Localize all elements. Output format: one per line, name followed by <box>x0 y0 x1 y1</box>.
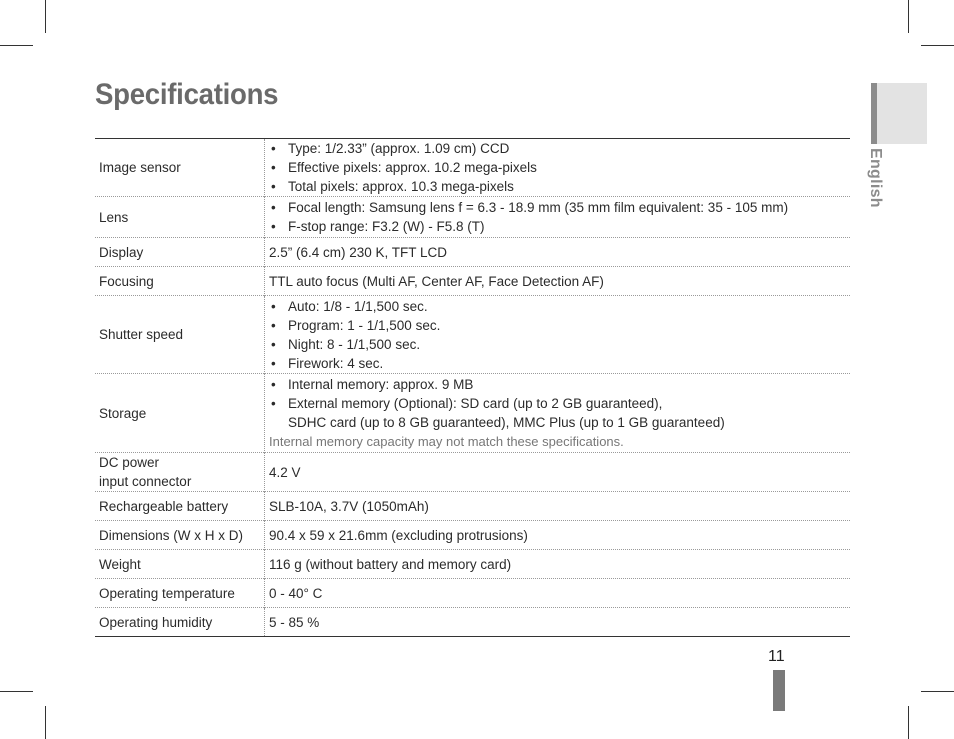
crop-mark <box>0 45 33 46</box>
spec-bullet: • Program: 1 - 1/1,500 sec. <box>269 316 850 335</box>
spec-value <box>265 197 851 238</box>
language-tab <box>871 83 927 144</box>
spec-value: SLB-10A, 3.7V (1050mAh) <box>265 492 851 521</box>
spec-value: TTL auto focus (Multi AF, Center AF, Face Detection AF) <box>265 267 851 296</box>
spec-row <box>95 521 850 550</box>
spec-row <box>95 550 850 579</box>
spec-value <box>265 374 851 453</box>
spec-label: Image sensor <box>95 139 265 197</box>
page-number: 11 <box>768 648 785 665</box>
spec-label: Weight <box>95 550 265 579</box>
spec-row <box>95 296 850 374</box>
spec-bullet: • Night: 8 - 1/1,500 sec. <box>269 335 850 354</box>
spec-bullet: • Focal length: Samsung lens f = 6.3 - 18.9 mm (35 mm film equivalent: 35 - 105 mm) <box>269 198 850 217</box>
page-title: Specifications <box>95 78 279 111</box>
spec-bullet: • Type: 1/2.33” (approx. 1.09 cm) CCD <box>269 139 850 158</box>
spec-bullet-list <box>269 297 850 373</box>
spec-value: 4.2 V <box>265 453 851 492</box>
spec-label: Operating temperature <box>95 579 265 608</box>
spec-value <box>265 139 851 197</box>
spec-row <box>95 453 850 492</box>
spec-label: DC power input connector <box>95 453 265 492</box>
crop-mark <box>921 691 954 692</box>
spec-row <box>95 197 850 238</box>
spec-row <box>95 579 850 608</box>
spec-label: Focusing <box>95 267 265 296</box>
spec-bullet: • Effective pixels: approx. 10.2 mega-pixels <box>269 158 850 177</box>
spec-row <box>95 492 850 521</box>
crop-mark <box>45 0 46 33</box>
spec-label: Dimensions (W x H x D) <box>95 521 265 550</box>
spec-value: 0 - 40° C <box>265 579 851 608</box>
spec-bullet-list <box>269 198 850 236</box>
spec-label: Display <box>95 238 265 267</box>
crop-mark <box>0 691 33 692</box>
spec-value: 2.5” (6.4 cm) 230 K, TFT LCD <box>265 238 851 267</box>
spec-note: Internal memory capacity may not match these specifications. <box>269 434 624 449</box>
crop-mark <box>921 45 954 46</box>
spec-row <box>95 608 850 637</box>
specifications-table <box>95 138 850 637</box>
language-tab-marker <box>871 83 877 144</box>
spec-bullet-list <box>269 375 850 432</box>
spec-label: Operating humidity <box>95 608 265 637</box>
spec-label: Lens <box>95 197 265 238</box>
spec-label: Shutter speed <box>95 296 265 374</box>
spec-value: 90.4 x 59 x 21.6mm (excluding protrusions) <box>265 521 851 550</box>
spec-label: Rechargeable battery <box>95 492 265 521</box>
spec-bullet: • Total pixels: approx. 10.3 mega-pixels <box>269 177 850 196</box>
spec-bullet-list <box>269 139 850 196</box>
spec-row <box>95 374 850 453</box>
spec-bullet: • Internal memory: approx. 9 MB <box>269 375 850 394</box>
spec-value <box>265 296 851 374</box>
spec-value: 116 g (without battery and memory card) <box>265 550 851 579</box>
spec-bullet: • External memory (Optional): SD card (up to 2 GB guaranteed), SDHC card (up to 8 GB guaranteed), MMC Plus (up to 1 GB guaranteed) <box>269 394 850 432</box>
crop-mark <box>45 706 46 739</box>
spec-value: 5 - 85 % <box>265 608 851 637</box>
spec-bullet: • Auto: 1/8 - 1/1,500 sec. <box>269 297 850 316</box>
spec-row <box>95 139 850 197</box>
language-tab-label: English <box>867 148 884 208</box>
spec-bullet: • F-stop range: F3.2 (W) - F5.8 (T) <box>269 217 850 236</box>
spec-bullet: • Firework: 4 sec. <box>269 354 850 373</box>
crop-mark <box>908 706 909 739</box>
spec-row <box>95 238 850 267</box>
page-number-bar <box>773 670 785 711</box>
spec-row <box>95 267 850 296</box>
spec-label: Storage <box>95 374 265 453</box>
crop-mark <box>908 0 909 33</box>
